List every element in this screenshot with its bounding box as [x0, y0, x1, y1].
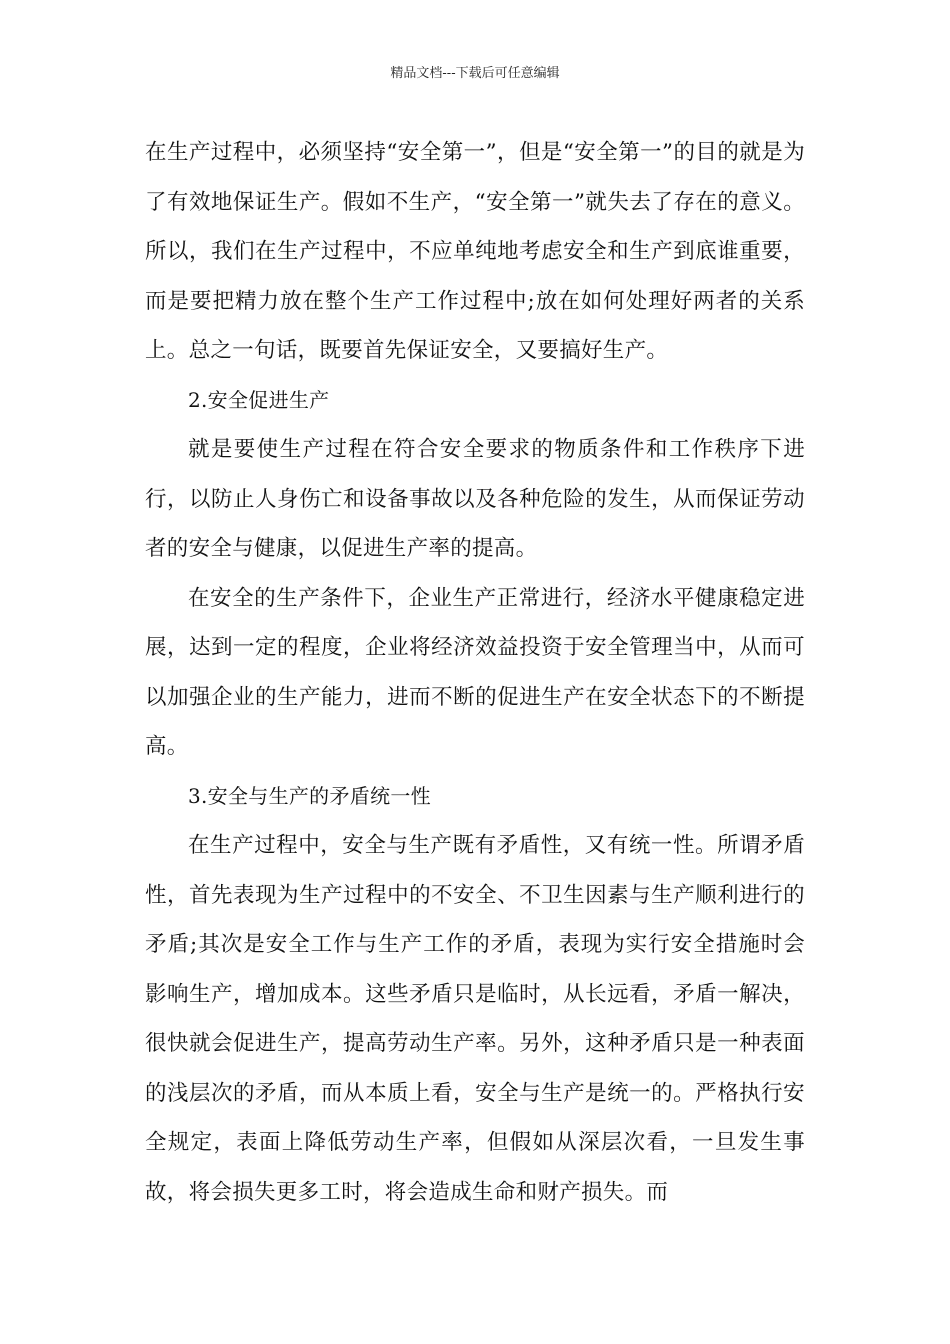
document-body [145, 128, 805, 1217]
paragraph-2: 就是要使生产过程在符合安全要求的物质条件和工作秩序下进行，以防止人身伤亡和设备事故以及各种危险的发生，从而保证劳动者的安全与健康，以促进生产率的提高。 [145, 437, 805, 561]
paragraph-3: 在安全的生产条件下，企业生产正常进行，经济水平健康稳定进展，达到一定的程度，企业将经济效益投资于安全管理当中，从而可以加强企业的生产能力，进而不断的促进生产在安全状态下的不断提高。 [145, 585, 805, 759]
section-heading-2: 2.安全促进生产 [188, 387, 330, 412]
paragraph-4: 在生产过程中，安全与生产既有矛盾性，又有统一性。所谓矛盾性，首先表现为生产过程中的不安全、不卫生因素与生产顺利进行的矛盾;其次是安全工作与生产工作的矛盾，表现为实行安全措施时会影响生产，增加成本。这些矛盾只是临时，从长远看，矛盾一解决，很快就会促进生产，提高劳动生产率。另外，这种矛盾只是一种表面的浅层次的矛盾，而从本质上看，安全与生产是统一的。严格执行安全规定，表面上降低劳动生产率，但假如从深层次看，一旦发生事故，将会损失更多工时，将会造成生命和财产损失。而 [145, 833, 805, 1205]
section-heading-3: 3.安全与生产的矛盾统一性 [188, 783, 431, 808]
page-header: 精品文档---下载后可任意编辑 [390, 66, 560, 81]
paragraph-1: 在生产过程中，必须坚持“安全第一”，但是“安全第一”的目的就是为了有效地保证生产。假如不生产，“安全第一”就失去了存在的意义。所以，我们在生产过程中，不应单纯地考虑安全和生产到底谁重要，而是要把精力放在整个生产工作过程中;放在如何处理好两者的关系上。总之一句话，既要首先保证安全，又要搞好生产。 [145, 140, 805, 363]
